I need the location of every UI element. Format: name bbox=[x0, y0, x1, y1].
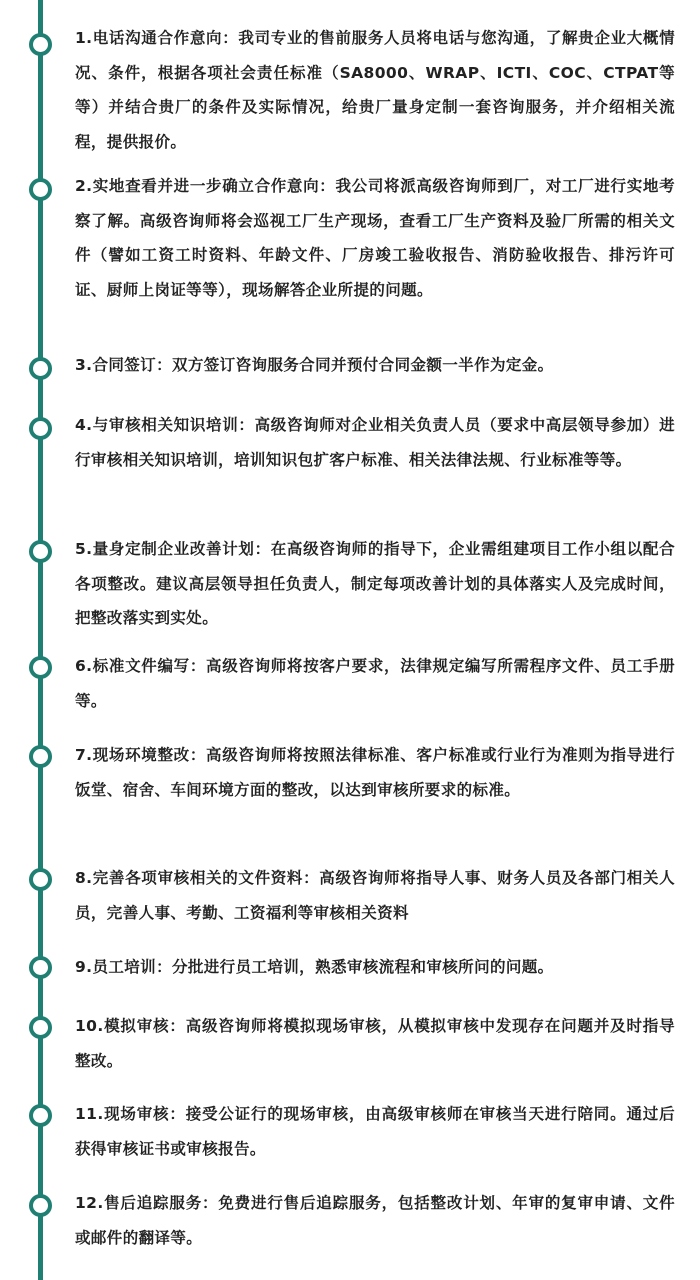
step-text: 5.量身定制企业改善计划：在高级咨询师的指导下，企业需组建项目工作小组以配合各项整改。建议高层领导担任负责人，制定每项改善计划的具体落实人及完成时间，把整改落实到实处。 bbox=[75, 540, 675, 627]
step-text: 3.合同签订：双方签订咨询服务合同并预付合同金额一半作为定金。 bbox=[75, 356, 554, 374]
timeline-dot-icon bbox=[29, 1016, 52, 1039]
step-text: 6.标准文件编写：高级咨询师将按客户要求，法律规定编写所需程序文件、员工手册等。 bbox=[75, 657, 675, 710]
timeline-dot-icon bbox=[29, 656, 52, 679]
step-text: 12.售后追踪服务：免费进行售后追踪服务，包括整改计划、年审的复审申请、文件或邮件的翻译等。 bbox=[75, 1194, 675, 1247]
step-text: 9.员工培训：分批进行员工培训，熟悉审核流程和审核所问的问题。 bbox=[75, 958, 554, 976]
timeline-dot-icon bbox=[29, 1104, 52, 1127]
step-text: 10.模拟审核：高级咨询师将模拟现场审核，从模拟审核中发现存在问题并及时指导整改。 bbox=[75, 1017, 675, 1070]
step-text: 11.现场审核：接受公证行的现场审核，由高级审核师在审核当天进行陪同。通过后获得审核证书或审核报告。 bbox=[75, 1105, 675, 1158]
step-text: 7.现场环境整改：高级咨询师将按照法律标准、客户标准或行业行为准则为指导进行饭堂、宿舍、车间环境方面的整改，以达到审核所要求的标准。 bbox=[75, 746, 675, 799]
step-text: 4.与审核相关知识培训：高级咨询师对企业相关负责人员（要求中高层领导参加）进行审核相关知识培训，培训知识包扩客户标准、相关法律法规、行业标准等等。 bbox=[75, 416, 675, 469]
step-text: 2.实地查看并进一步确立合作意向：我公司将派高级咨询师到厂，对工厂进行实地考察了解。高级咨询师将会巡视工厂生产现场，查看工厂生产资料及验厂所需的相关文件（譬如工资工时资料、年龄文件、厂房竣工验收报告、消防验收报告、排污许可证、厨师上岗证等等），现场解答企业所提的问题。 bbox=[75, 177, 675, 299]
timeline-dot-icon bbox=[29, 357, 52, 380]
timeline-dot-icon bbox=[29, 540, 52, 563]
timeline-dot-icon bbox=[29, 745, 52, 768]
timeline-dot-icon bbox=[29, 178, 52, 201]
timeline-dot-icon bbox=[29, 956, 52, 979]
step-text: 8.完善各项审核相关的文件资料：高级咨询师将指导人事、财务人员及各部门相关人员，完善人事、考勤、工资福利等审核相关资料 bbox=[75, 869, 675, 922]
timeline-dot-icon bbox=[29, 33, 52, 56]
step-text: 1.电话沟通合作意向：我司专业的售前服务人员将电话与您沟通，了解贵企业大概情况、条件，根据各项社会责任标准（SA8000、WRAP、ICTI、COC、CTPAT等等）并结合贵厂的条件及实际情况，给贵厂量身定制一套咨询服务，并介绍相关流程，提供报价。 bbox=[75, 29, 675, 151]
timeline-dot-icon bbox=[29, 417, 52, 440]
timeline-dot-icon bbox=[29, 1194, 52, 1217]
timeline-dot-icon bbox=[29, 868, 52, 891]
